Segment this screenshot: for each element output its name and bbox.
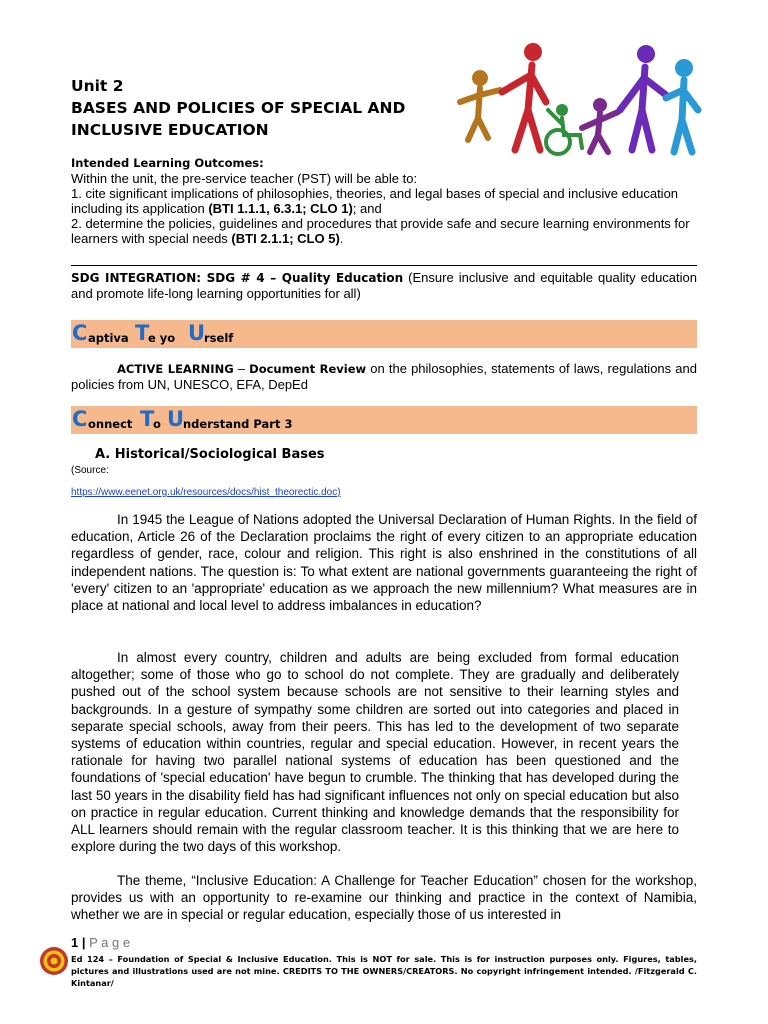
paragraph-2: In almost every country, children and adults are being excluded from formal education altogether; some of those who go to school do not complete. They are gradually and deliberately pushed out of the school system because schools are not sensitive to their learning styles and backgrounds. In a gesture of sympathy some children are sorted out into categories and placed in separate special schools, away from their peers. This has led to the development of two separate systems of education within countries, regular and special education. However, in recent years the rationale for having two parallel national systems of education has been questioned and the foundations of 'special education' have begun to crumble. The thinking that has developed during the last 50 years in the disability field has had significant influences not only on special education but also on practice in regular education. Current thinking and knowledge demands that the responsibility for ALL learners should remain with the regular classroom teacher. It is this thinking that we are here to explore during the two days of this workshop. <box>71 650 679 855</box>
learning-outcomes <box>71 156 699 246</box>
unit-title <box>71 75 405 141</box>
page-number: 1 | P a g e <box>71 935 131 950</box>
footer-disclaimer: Ed 124 – Foundation of Special & Inclusive Education. This is NOT for sale. This is for instruction purposes only. Figures, tables, pictures and illustrations used are not mine. CREDITS TO THE OWNERS/CREATORS. No copyright infringement intended. /Fitzgerald C. Kintanar/ <box>71 954 697 988</box>
sdg-value: : SDG # 4 – Quality Education <box>196 271 404 285</box>
section-heading: A. Historical/Sociological Bases <box>95 447 325 462</box>
unit-title-line2: INCLUSIVE EDUCATION <box>71 121 269 139</box>
active-learning-label: ACTIVE LEARNING <box>117 362 234 376</box>
captivate-yourself-banner: C aptiva T e yo U rself <box>71 320 697 348</box>
paragraph-1: In 1945 the League of Nations adopted the Universal Declaration of Human Rights. In the field of education, Article 26 of the Declaration proclaims the right of every citizen to an appropriate education regardless of gender, race, colour and religion. This right is also enshrined in the constitutions of all independent nations. The question is: To what extent are national governments guaranteeing the right of 'every' citizen to an 'appropriate' education as we approach the new millennium? What measures are in place at national and local level to address imbalances in education? <box>71 512 697 614</box>
learning-outcome-1: 1. cite significant implications of philosophies, theories, and legal bases of special and inclusive education including its application (BTI 1.1.1, 6.3.1; CLO 1); and <box>71 186 679 216</box>
active-learning-title: Document Review <box>249 362 367 376</box>
active-learning: ACTIVE LEARNING – Document Review on the philosophies, statements of laws, regulations and policies from UN, UNESCO, EFA, DepEd <box>71 361 697 392</box>
connect-to-understand-banner: C onnect T o U nderstand Part 3 <box>71 406 697 434</box>
source-label: (Source: <box>71 465 109 476</box>
sdg-label: SDG INTEGRATION <box>71 271 197 285</box>
unit-title-line1: BASES AND POLICIES OF SPECIAL AND <box>71 99 406 117</box>
learning-outcomes-intro: Within the unit, the pre-service teacher (PST) will be able to: <box>71 171 418 186</box>
learning-outcome-2: 2. determine the policies, guidelines and procedures that provide safe and secure learning environments for learners with special needs (BTI 2.1.1; CLO 5). <box>71 216 690 246</box>
school-seal-icon <box>39 946 69 976</box>
paragraph-3: The theme, “Inclusive Education: A Challenge for Teacher Education” chosen for the workshop, provides us with an opportunity to re-examine our thinking and practice in the context of Namibia, whether we are in special or regular education, especially those of us interested in <box>71 873 697 923</box>
sdg-integration <box>71 270 697 302</box>
source-link[interactable]: https://www.eenet.org.uk/resources/docs/hist_theorectic.doc) <box>71 487 341 498</box>
people-holding-hands-illustration <box>440 40 710 158</box>
learning-outcomes-heading: Intended Learning Outcomes: <box>71 156 264 170</box>
divider <box>71 265 697 266</box>
sdg-description: (Ensure inclusive and equitable quality education and promote life-long learning opportunities for all) <box>71 270 697 301</box>
unit-label: Unit 2 <box>71 77 124 95</box>
